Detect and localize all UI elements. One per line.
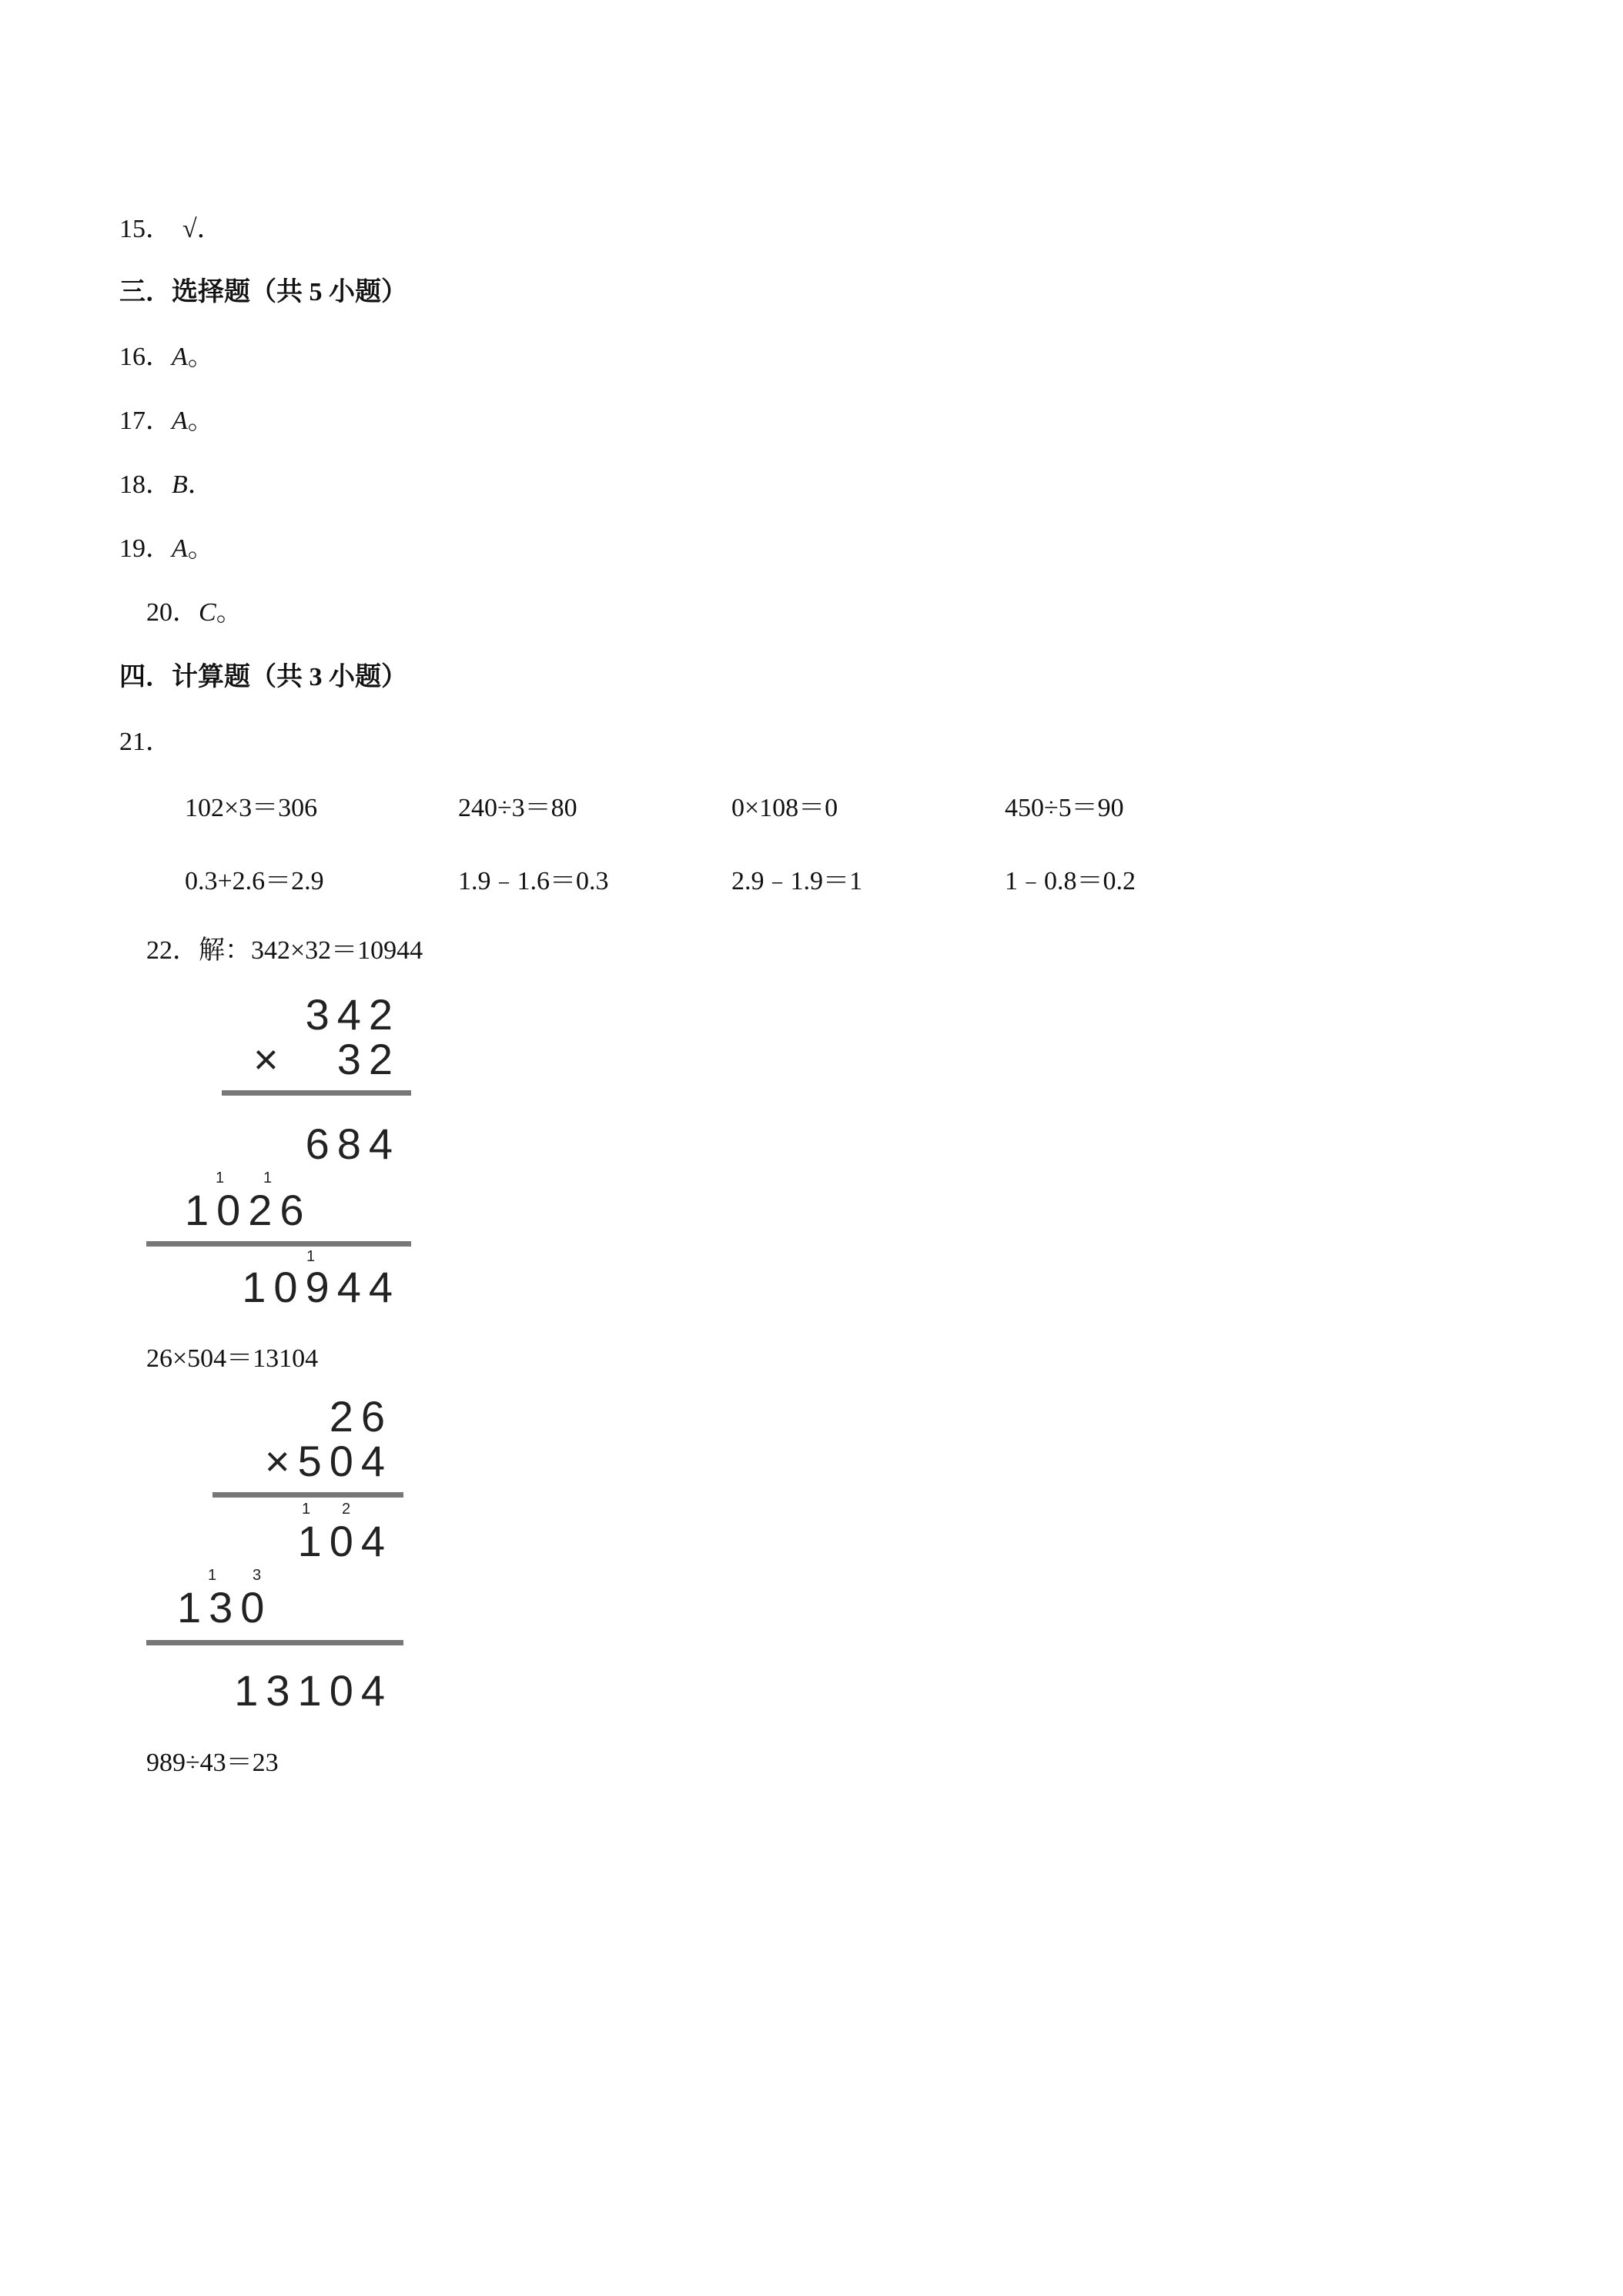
answer-suffix: 。 [187,534,214,563]
calc-21-3: 0×108＝0 [731,794,838,822]
partial-product-2: 130 [177,1583,273,1632]
answer-17 [119,406,214,437]
calc-21-7: 2.9﹣1.9＝1 [731,867,862,895]
answer-18 [119,470,214,500]
question-number: 20． [146,598,199,627]
partial-product-1: 684 [305,1120,400,1168]
rule-line [146,1640,403,1645]
calc-21-1: 102×3＝306 [185,794,318,822]
partial-product-2: 1026 [185,1186,312,1234]
partial-product-1: 104 [297,1517,393,1565]
question-21-number: 21． [119,728,172,756]
answer-16 [119,342,214,373]
question-number: 16． [119,343,172,371]
vertical-multiplication-26x504 [139,1386,416,1725]
answer-suffix: ． [187,470,214,499]
carry-digit: 1 [306,1248,316,1265]
question-22-intro: 22．解：342×32＝10944 [146,936,423,965]
calc-21-2: 240÷3＝80 [458,794,577,822]
question-number: 19． [119,534,172,563]
rule-line [146,1241,411,1247]
answer-20 [146,597,243,628]
calc-21-5: 0.3+2.6＝2.9 [185,867,324,895]
product-result: 10944 [242,1263,400,1311]
calc-21-6: 1.9﹣1.6＝0.3 [458,867,609,895]
answer-letter: C [199,598,216,627]
multiplier: ×504 [264,1437,393,1485]
answer-text: √． [182,215,223,243]
answer-letter: A [172,534,188,563]
equation-26x504: 26×504＝13104 [146,1344,319,1373]
answer-19 [119,534,214,564]
answer-suffix: 。 [216,598,243,627]
calc-21-8: 1﹣0.8＝0.2 [1005,867,1136,895]
carry-digit: 3 [253,1567,262,1584]
section-heading-calculation: 四．计算题（共 3 小题） [119,663,407,691]
answer-letter: A [172,343,188,371]
question-number: 17． [119,407,172,435]
section-heading-choice: 三．选择题（共 5 小题） [119,278,407,306]
question-number: 18． [119,470,172,499]
question-number: 15． [119,215,172,243]
carry-digit: 1 [302,1501,311,1518]
carry-digit: 1 [263,1170,273,1186]
product-result: 13104 [234,1666,393,1715]
multiplier: × 32 [253,1035,400,1083]
multiplicand: 342 [305,990,400,1039]
answer-15 [119,214,223,245]
rule-line [212,1492,403,1498]
multiplicand: 26 [329,1392,393,1441]
carry-digit: 1 [216,1170,225,1186]
calc-21-4: 450÷5＝90 [1005,794,1124,822]
answer-suffix: 。 [187,407,214,435]
rule-line [222,1090,411,1096]
answer-letter: B [172,470,188,499]
carry-digit: 2 [342,1501,351,1518]
equation-989div43: 989÷43＝23 [146,1749,279,1777]
carry-digit: 1 [208,1567,217,1584]
answer-suffix: 。 [187,343,214,371]
answer-letter: A [172,407,188,435]
vertical-multiplication-342x32 [139,986,416,1309]
